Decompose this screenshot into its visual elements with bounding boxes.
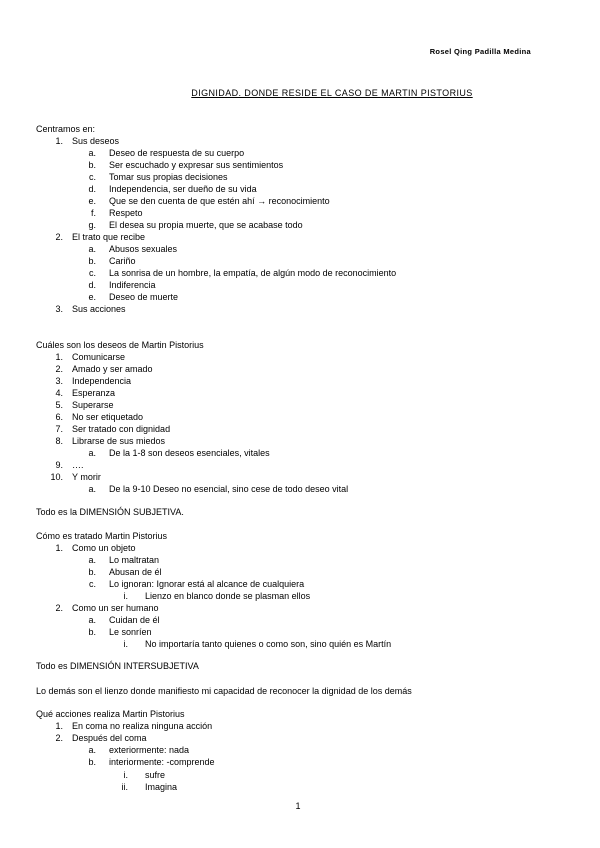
list-item-text: ….	[72, 460, 84, 470]
list-marker: c.	[88, 172, 96, 182]
list-item-text: Comunicarse	[72, 352, 126, 362]
list-item-text: Lo ignoran: Ignorar está al alcance de cualquiera	[109, 579, 305, 589]
list-marker: a.	[88, 745, 96, 755]
list-marker: b.	[88, 757, 96, 767]
list-marker: 2.	[55, 603, 63, 613]
list-item-text: Tomar sus propias decisiones	[109, 172, 228, 182]
list-item-text: Abusan de él	[109, 567, 162, 577]
list-marker: 1.	[55, 352, 63, 362]
list-item-text: Cariño	[109, 256, 136, 266]
list-marker: 8.	[55, 436, 63, 446]
list-item-text: Librarse de sus miedos	[72, 436, 166, 446]
paragraph-line: Cuáles son los deseos de Martin Pistorius	[36, 340, 204, 350]
list-item-text: En coma no realiza ninguna acción	[72, 721, 213, 731]
list-item-text: Independencia	[72, 376, 132, 386]
list-item-text: El trato que recibe	[72, 232, 146, 242]
list-item-text: Sus acciones	[72, 304, 126, 314]
author-name: Rosel Qing Padilla Medina	[429, 47, 531, 56]
paragraph-line: Qué acciones realiza Martin Pistorius	[36, 709, 185, 719]
list-item-text: Sus deseos	[72, 136, 120, 146]
list-item-text: Independencia, ser dueño de su vida	[109, 184, 257, 194]
list-marker: i.	[123, 639, 128, 649]
list-marker: i.	[123, 770, 128, 780]
list-marker: 7.	[55, 424, 63, 434]
list-marker: e.	[88, 292, 96, 302]
list-item-text: Indiferencia	[109, 280, 156, 290]
list-item-text: Cuidan de él	[109, 615, 160, 625]
paragraph-line: Centramos en:	[36, 124, 96, 134]
list-marker: 2.	[55, 364, 63, 374]
list-marker: 4.	[55, 388, 63, 398]
page-number: 1	[295, 801, 301, 811]
list-item-text: Y morir	[72, 472, 101, 482]
list-item-text: Que se den cuenta de que estén ahí → reconocimiento	[109, 196, 330, 206]
list-marker: f.	[90, 208, 96, 218]
list-marker: 3.	[55, 376, 63, 386]
paragraph-line: Todo es DIMENSIÓN INTERSUBJETIVA	[36, 661, 199, 671]
list-item-text: Amado y ser amado	[72, 364, 153, 374]
list-item-text: Ser tratado con dignidad	[72, 424, 171, 434]
list-marker: b.	[88, 160, 96, 170]
list-marker: d.	[88, 280, 96, 290]
list-marker: b.	[88, 627, 96, 637]
list-marker: 6.	[55, 412, 63, 422]
list-item-text: Imagina	[145, 782, 178, 792]
list-item-text: sufre	[145, 770, 166, 780]
list-item-text: Lo maltratan	[109, 555, 160, 565]
list-item-text: No importaría tanto quienes o como son, sino quién es Martín	[145, 639, 392, 649]
list-item-text: De la 9-10 Deseo no esencial, sino cese de todo deseo vital	[109, 484, 349, 494]
list-marker: a.	[88, 555, 96, 565]
list-marker: c.	[88, 579, 96, 589]
list-marker: 2.	[55, 232, 63, 242]
list-marker: a.	[88, 484, 96, 494]
list-item-text: Como un ser humano	[72, 603, 159, 613]
list-item-text: Abusos sexuales	[109, 244, 178, 254]
list-item-text: Ser escuchado y expresar sus sentimientos	[109, 160, 284, 170]
list-marker: a.	[88, 244, 96, 254]
list-marker: 1.	[55, 136, 63, 146]
list-item-text: No ser etiquetado	[72, 412, 144, 422]
list-item-text: La sonrisa de un hombre, la empatía, de algún modo de reconocimiento	[109, 268, 397, 278]
list-item-text: Respeto	[109, 208, 143, 218]
list-item-text: Deseo de muerte	[109, 292, 179, 302]
list-marker: g.	[88, 220, 96, 230]
list-marker: 5.	[55, 400, 63, 410]
list-item-text: exteriormente: nada	[109, 745, 190, 755]
list-marker: b.	[88, 567, 96, 577]
list-marker: c.	[88, 268, 96, 278]
paragraph-line: Todo es la DIMENSIÓN SUBJETIVA.	[36, 507, 184, 517]
list-marker: ii.	[121, 782, 128, 792]
list-marker: 3.	[55, 304, 63, 314]
list-item-text: Esperanza	[72, 388, 116, 398]
list-marker: e.	[88, 196, 96, 206]
list-marker: b.	[88, 256, 96, 266]
list-item-text: Después del coma	[72, 733, 147, 743]
list-marker: 1.	[55, 721, 63, 731]
list-marker: 2.	[55, 733, 63, 743]
list-marker: 1.	[55, 543, 63, 553]
list-item-text: De la 1-8 son deseos esenciales, vitales	[109, 448, 270, 458]
list-item-text: Como un objeto	[72, 543, 136, 553]
list-marker: a.	[88, 448, 96, 458]
list-marker: 10.	[50, 472, 63, 482]
list-item-text: interiormente: -comprende	[109, 757, 215, 767]
list-marker: d.	[88, 184, 96, 194]
list-item-text: Superarse	[72, 400, 114, 410]
list-item-text: Lienzo en blanco donde se plasman ellos	[145, 591, 311, 601]
list-marker: i.	[123, 591, 128, 601]
list-marker: 9.	[55, 460, 63, 470]
paragraph-line: Cómo es tratado Martin Pistorius	[36, 531, 168, 541]
list-item-text: Le sonríen	[109, 627, 152, 637]
paragraph-line: Lo demás son el lienzo donde manifiesto mi capacidad de reconocer la dignidad de los demás	[36, 686, 412, 696]
list-item-text: Deseo de respuesta de su cuerpo	[109, 148, 245, 158]
list-marker: a.	[88, 148, 96, 158]
list-marker: a.	[88, 615, 96, 625]
document-title: DIGNIDAD. DONDE RESIDE EL CASO DE MARTIN PISTORIUS	[191, 88, 473, 98]
list-item-text: El desea su propia muerte, que se acabase todo	[109, 220, 303, 230]
